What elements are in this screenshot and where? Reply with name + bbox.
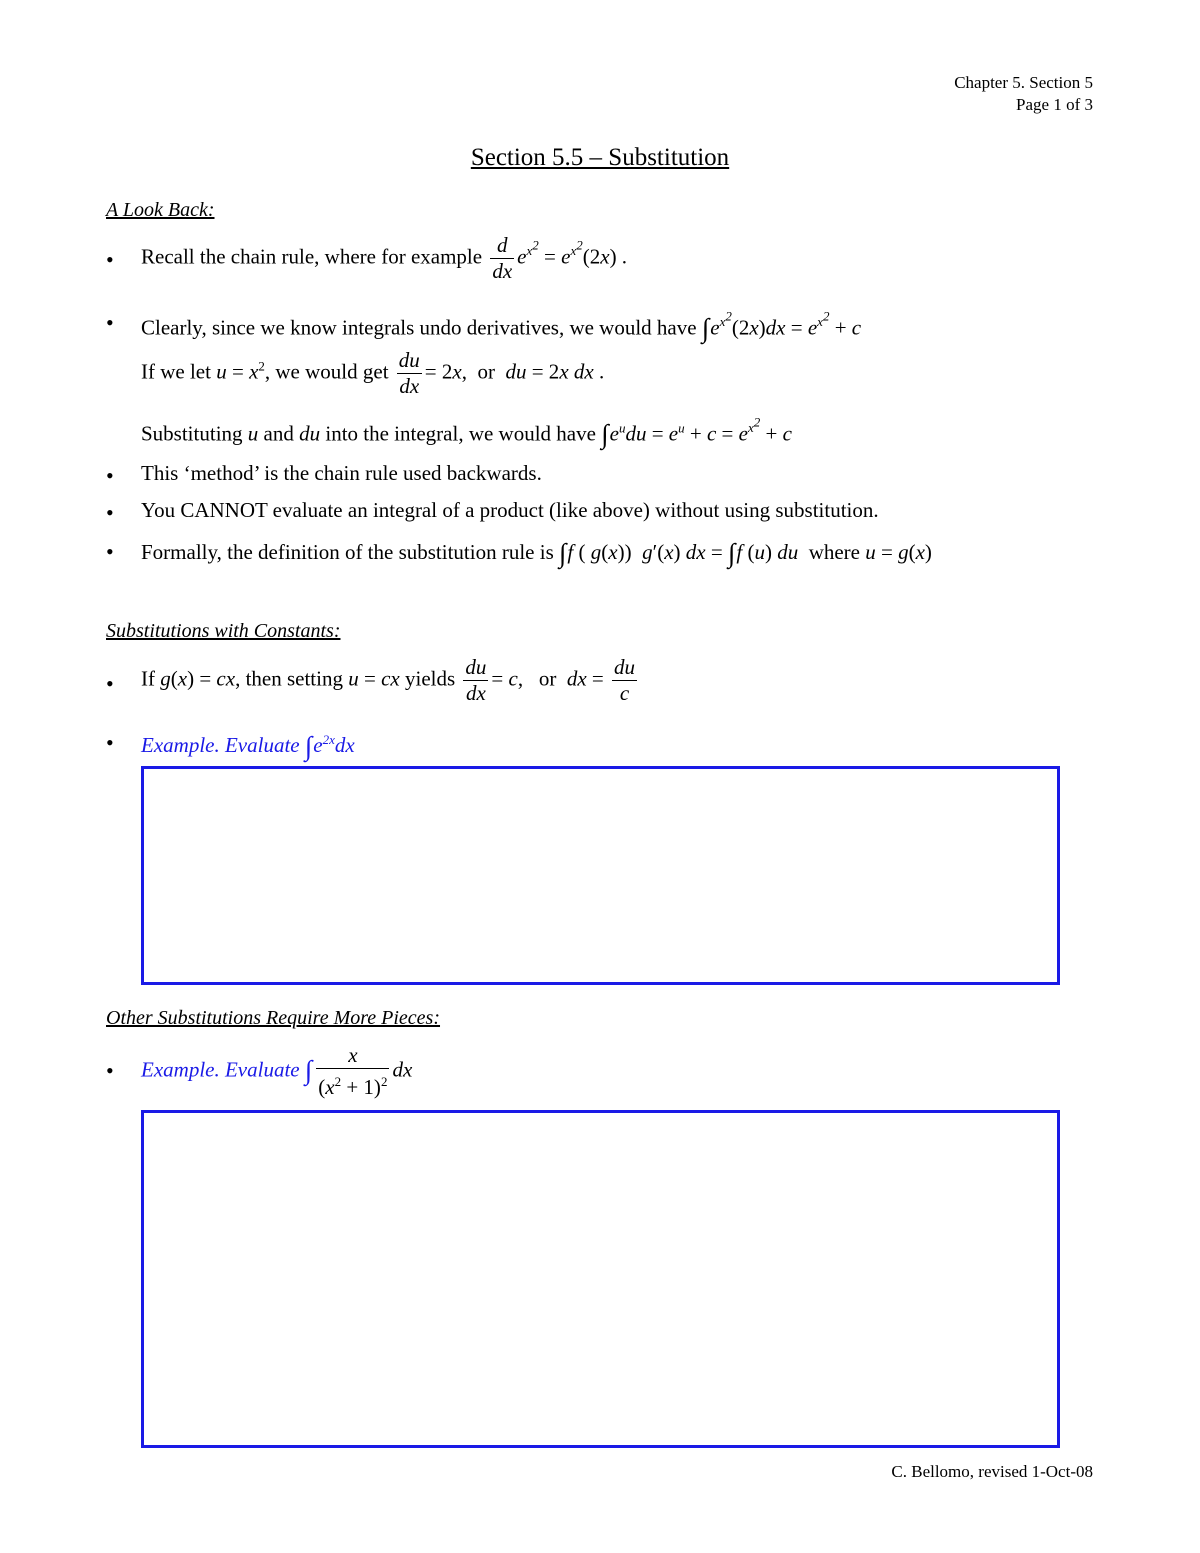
- bullet-8: •: [106, 1058, 114, 1083]
- du-dx-fraction-2: $\frac{du}{dx}$: [465, 655, 487, 705]
- method-line: This ‘method’ is the chain rule used backwards.: [141, 461, 542, 485]
- let-u-line: If we let $u = x^2$, we would get $\frac{du}{dx}$ = 2x, or du = 2x dx .: [141, 348, 605, 398]
- page-title: Section 5.5 – Substitution: [470, 144, 730, 171]
- section-heading-other: Other Substitutions Require More Pieces:: [106, 1007, 441, 1029]
- example-2-line: Example. Evaluate ∫ $\frac{x}{(x^2 + 1)^2}$ dx: [141, 1043, 413, 1099]
- bullet-1: •: [106, 247, 114, 272]
- d-dx-fraction: $\frac{d}{dx}$: [492, 233, 513, 283]
- integral-undo-line: Clearly, since we know integrals undo derivatives, we would have $\int e^{x^2}(2x)dx = e^{x^2} + c$: [141, 309, 862, 344]
- constant-rule-line: If g(x) = cx, then setting u = cx yields $\frac{du}{dx}$ = c, or dx = $\frac{du}{c}$: [141, 655, 635, 705]
- substitution-rule-line: Formally, the definition of the substitution rule is ∫f ( g(x)) g′(x) dx = ∫f (u) du where u = g(x): [141, 538, 932, 568]
- answer-box-1[interactable]: [141, 766, 1060, 985]
- chain-rule-line: Recall the chain rule, where for example $\frac{d}{dx}$ $e^{x^2} = e^{x^2}(2x)$ .: [141, 233, 628, 283]
- du-dx-fraction: $\frac{du}{dx}$: [398, 348, 420, 398]
- bullet-5: •: [106, 539, 114, 564]
- substituting-line: Substituting u and du into the integral, we would have $\int e^udu = e^u + c = e^{x^2} + c$: [141, 415, 792, 450]
- section-heading-look-back: A Look Back:: [106, 199, 215, 221]
- bullet-3: •: [106, 463, 114, 488]
- du-c-fraction: $\frac{du}{c}$: [614, 655, 635, 705]
- section-heading-constants: Substitutions with Constants:: [106, 620, 341, 642]
- bullet-2: •: [106, 310, 114, 335]
- chapter-label: Chapter 5. Section 5: [954, 73, 1093, 92]
- x-over-x2plus1-squared: $\frac{x}{(x^2 + 1)^2}$: [318, 1043, 388, 1099]
- page-footer: C. Bellomo, revised 1-Oct-08: [891, 1462, 1093, 1481]
- page-header: [954, 72, 1093, 116]
- bullet-6: •: [106, 671, 114, 696]
- example-1-line: Example. Evaluate $\int e^{2x}dx$: [141, 731, 355, 761]
- answer-box-2[interactable]: [141, 1110, 1060, 1448]
- bullet-4: •: [106, 500, 114, 525]
- bullet-7: •: [106, 730, 114, 755]
- page-number: Page 1 of 3: [1016, 95, 1093, 114]
- cannot-line: You CANNOT evaluate an integral of a product (like above) without using substitution.: [141, 498, 879, 522]
